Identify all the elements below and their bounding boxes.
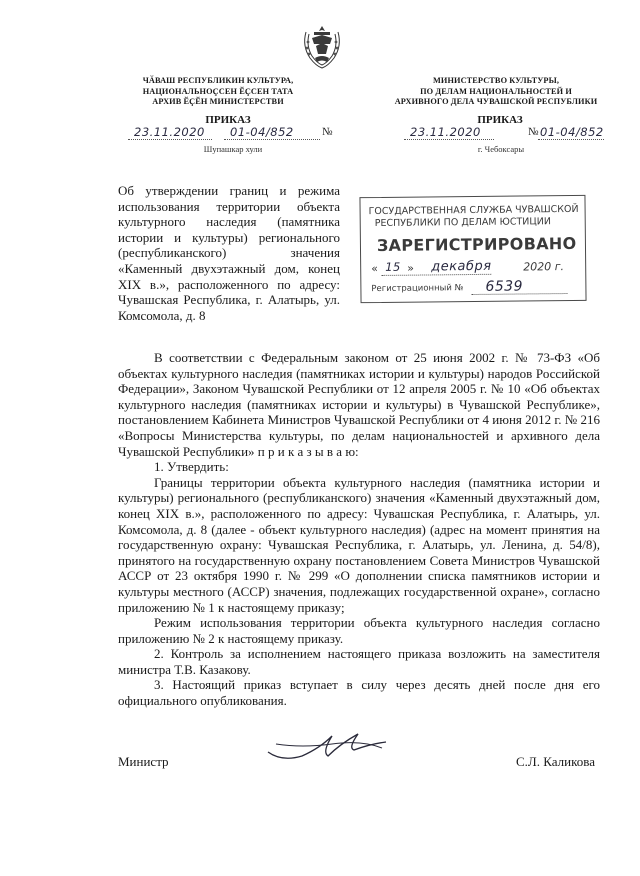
stamp-registered: ЗАРЕГИСТРИРОВАНО [376,233,577,256]
stamp-month: декабря [431,258,492,275]
number-right: 01-04/852 [540,125,604,139]
stamp-date [371,258,577,278]
date-left-underline [128,139,212,140]
date-right: 23.11.2020 [410,125,481,139]
stamp-line2: РЕСПУБЛИКИ ПО ДЕЛАМ ЮСТИЦИИ [374,216,552,230]
body-paragraph-control: 2. Контроль за исполнением настоящего приказа возложить на заместителя министра Т.В. Казакову. [118,646,600,677]
prikaz-right: ПРИКАЗ [477,114,523,126]
header-right-line2: ПО ДЕЛАМ НАЦИОНАЛЬНОСТЕЙ И [420,86,572,96]
number-right-underline [538,139,604,140]
handwritten-signature [262,722,392,774]
header-right-line1: МИНИСТЕРСТВО КУЛЬТУРЫ, [432,76,559,85]
number-sign-left: № [322,126,333,138]
number-left-underline [224,139,320,140]
body-paragraph-approve: 1. Утвердить: [154,459,229,475]
date-right-underline [404,139,494,140]
stamp-quote-open: « [371,261,379,276]
body-paragraph-effective: 3. Настоящий приказ вступает в силу через десять дней после дня его официального опубликования. [118,677,600,709]
header-left-line2: НАЦИОНАЛЬНОҪСЕН ӖҪСЕН ТАТА [142,86,294,96]
header-right [376,76,616,108]
coat-of-arms-emblem [300,22,344,70]
signature-name: С.Л. Каликова [516,754,595,769]
date-left: 23.11.2020 [134,125,205,139]
order-title: Об утверждении границ и режима использования территории объекта культурного наследия (памятника истории и культуры) регионального (республиканского) значения «Каменный двухэтажный дом, конец XIX в.», расположенного по адресу: Чувашская Республика, г. Алатырь, ул. Комсомола, д. 8 [118,183,340,323]
header-left-line1: ЧӐВАШ РЕСПУБЛИКИН КУЛЬТУРА, [142,76,294,85]
number-sign-right: № [528,126,539,138]
stamp-reg-label: Регистрационный № [371,283,464,295]
city-left: Шупашкар хули [203,144,263,154]
body-paragraph-legal-basis: В соответствии с Федеральным законом от 25 июня 2002 г. № 73-ФЗ «Об объектах культурного наследия (памятниках истории и культуры) народов Российской Федерации», Законом Чувашской Республики от 12 апреля 2005 г. № 10 «Об объектах культурного наследия (памятниках истории и культуры) в Чувашской Республике», постановлением Кабинета Министров Чувашской Республики от 4 июня 2012 г. № 216 «Вопросы Министерства культуры, по делам национальностей и архивного дела Чувашской Республики» п р и к а з ы в а ю: [118,350,600,459]
order-body [118,350,600,709]
header-right-line3: АРХИВНОГО ДЕЛА ЧУВАШСКОЙ РЕСПУБЛИКИ [394,97,598,106]
stamp-date-underline [381,274,491,276]
registration-stamp [359,195,586,303]
stamp-day: 15 [385,259,401,274]
stamp-line1: ГОСУДАРСТВЕННАЯ СЛУЖБА ЧУВАШСКОЙ [368,203,579,218]
stamp-reg-underline [471,293,567,295]
stamp-year: 2020 г. [523,260,565,274]
number-left: 01-04/852 [230,125,294,139]
city-right: г. Чебоксары [477,144,525,154]
prikaz-left: ПРИКАЗ [205,114,251,126]
header-left [108,76,328,108]
header-left-line3: АРХИВ ӖҪӖН МИНИСТЕРСТВИ [152,97,284,106]
date-number-right [404,124,604,142]
signature-position: Министр [118,754,169,769]
stamp-reg-number: 6539 [485,278,524,295]
stamp-quote-close: » [407,261,414,275]
body-paragraph-usage-regime: Режим использования территории объекта культурного наследия согласно приложению № 2 к настоящему приказу. [118,615,600,646]
date-number-left [128,124,358,142]
body-paragraph-boundaries: Границы территории объекта культурного наследия (памятника истории и культуры) регионального (республиканского) значения «Каменный двухэтажный дом, конец XIX в.», расположенного по адресу: Чувашская Республика, г. Алатырь, ул. Комсомола, д. 8 (далее - объект культурного наследия) (адрес на момент принятия на государственную охрану: Чувашская Республика, г. Алатырь, ул. Ленина, д. 54/8), принятого на государственную охрану постановлением Совета Министров Чувашской АССР от 23 октября 1990 г. № 299 «О дополнении списка памятников истории и культуры местного (АССР) значения, подлежащих государственной охране», согласно приложению № 1 к настоящему приказу; [118,474,600,615]
